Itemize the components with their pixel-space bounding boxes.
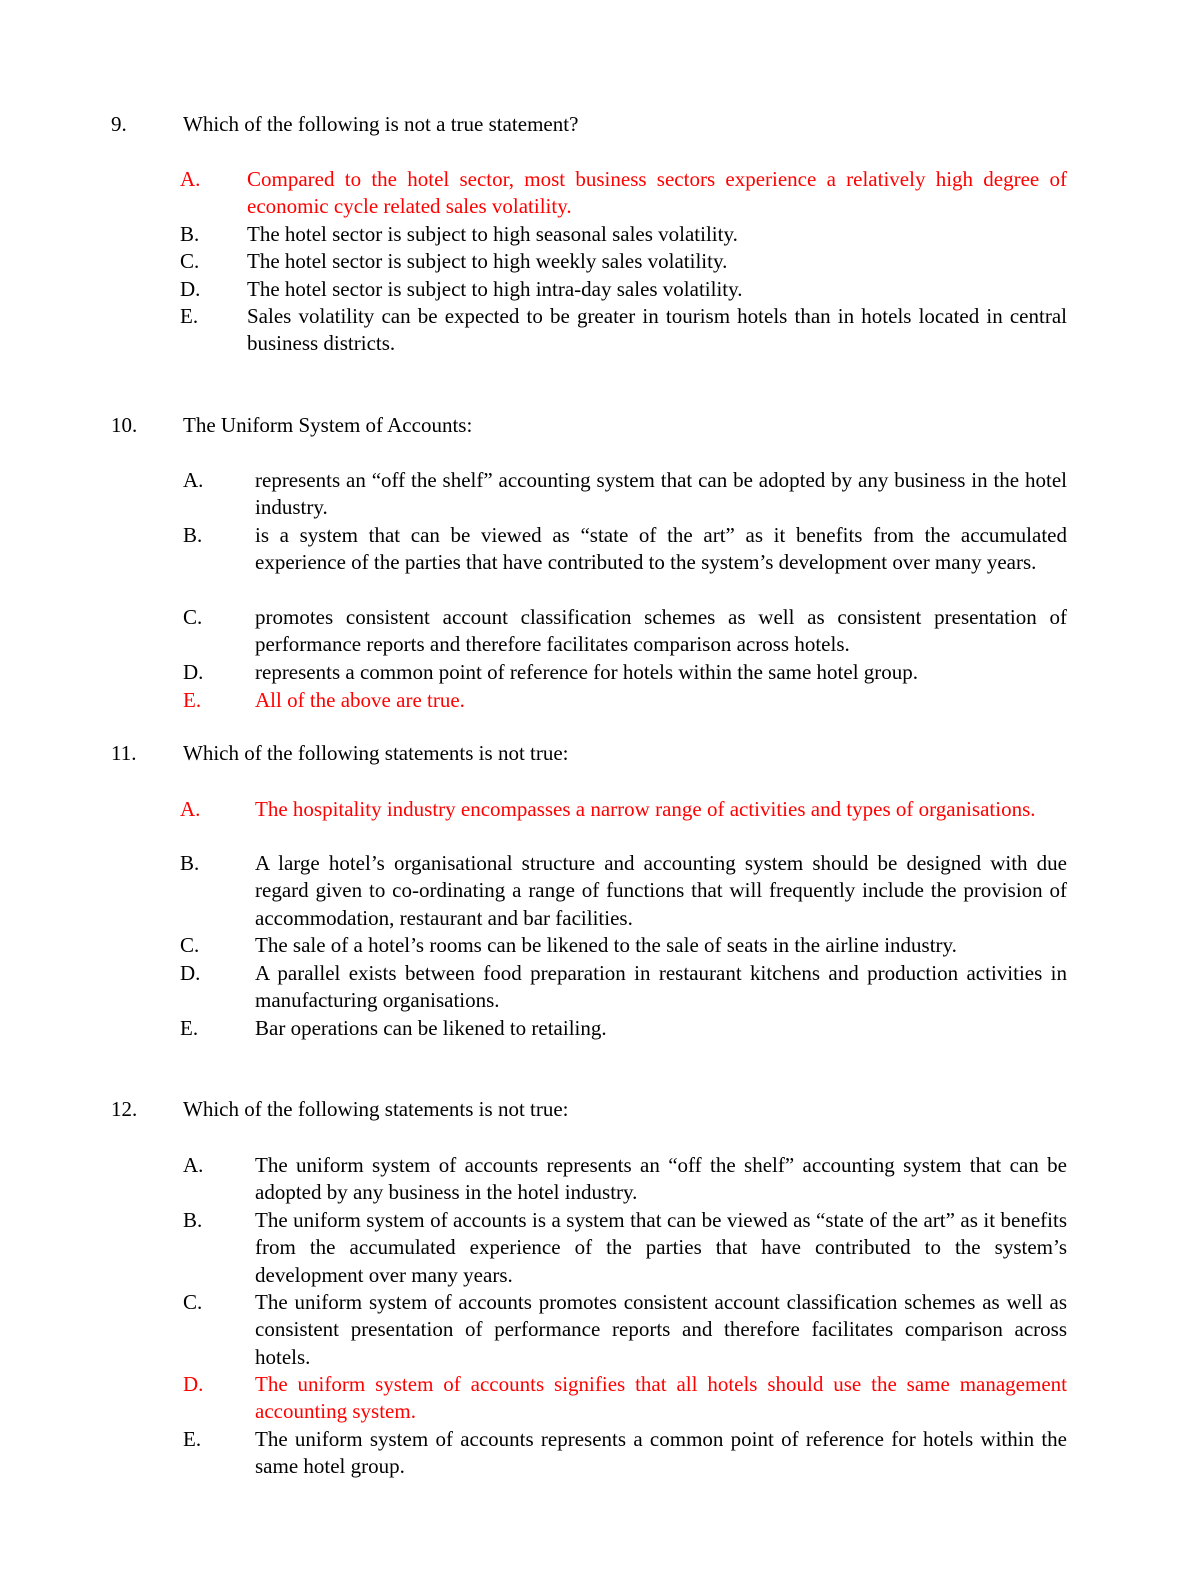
question-text: Which of the following statements is not true: <box>183 741 569 765</box>
option-text: The hotel sector is subject to high seasonal sales volatility. <box>247 222 738 246</box>
option-letter: A. <box>183 468 204 492</box>
question-9-header <box>0 112 1190 140</box>
option-letter: C. <box>180 249 200 273</box>
question-text: The Uniform System of Accounts: <box>183 413 473 437</box>
question-12-header <box>0 1097 1190 1125</box>
option-letter: E. <box>180 304 199 328</box>
question-number: 9. <box>111 112 127 136</box>
option-text: The uniform system of accounts is a system that can be viewed as “state of the art” as it benefits from the accumulated experience of the parties that have contributed to the system’s development over many years. <box>255 1208 1067 1287</box>
option-text: The uniform system of accounts represents a common point of reference for hotels within the same hotel group. <box>255 1427 1067 1479</box>
option-text: The uniform system of accounts represents an “off the shelf” accounting system that can be adopted by any business in the hotel industry. <box>255 1153 1067 1205</box>
option-text: The hospitality industry encompasses a narrow range of activities and types of organisations. <box>255 797 1036 821</box>
option-letter: B. <box>183 1208 203 1232</box>
option-letter: A. <box>180 167 201 191</box>
option-letter: D. <box>183 660 204 684</box>
question-11-header <box>0 741 1190 769</box>
option-letter: B. <box>183 523 203 547</box>
option-letter: E. <box>183 1427 202 1451</box>
option-text: The uniform system of accounts signifies that all hotels should use the same management accounting system. <box>255 1372 1067 1424</box>
question-number: 11. <box>111 741 137 765</box>
option-text: The hotel sector is subject to high weekly sales volatility. <box>247 249 728 273</box>
option-text: The sale of a hotel’s rooms can be likened to the sale of seats in the airline industry. <box>255 933 957 957</box>
option-text: A parallel exists between food preparation in restaurant kitchens and production activities in manufacturing organisations. <box>255 961 1067 1013</box>
option-letter: C. <box>183 605 203 629</box>
option-text: Compared to the hotel sector, most business sectors experience a relatively high degree of economic cycle related sales volatility. <box>247 167 1067 219</box>
option-text: represents a common point of reference for hotels within the same hotel group. <box>255 660 919 684</box>
option-letter: C. <box>180 933 200 957</box>
option-letter: E. <box>183 688 202 712</box>
option-text: is a system that can be viewed as “state of the art” as it benefits from the accumulated experience of the parties that have contributed to the system’s development over many years. <box>255 523 1067 575</box>
question-number: 10. <box>111 413 138 437</box>
option-letter: D. <box>183 1372 204 1396</box>
option-text: The uniform system of accounts promotes consistent account classification schemes as well as consistent presentation of performance reports and therefore facilitates comparison across hotels. <box>255 1290 1067 1369</box>
option-text: promotes consistent account classification schemes as well as consistent presentation of performance reports and therefore facilitates comparison across hotels. <box>255 605 1067 657</box>
option-letter: B. <box>180 222 200 246</box>
option-text: Sales volatility can be expected to be greater in tourism hotels than in hotels located in central business districts. <box>247 304 1067 356</box>
question-10-header <box>0 413 1190 441</box>
option-text: Bar operations can be likened to retailing. <box>255 1016 607 1040</box>
option-text: The hotel sector is subject to high intra-day sales volatility. <box>247 277 743 301</box>
option-letter: D. <box>180 961 201 985</box>
option-letter: D. <box>180 277 201 301</box>
question-text: Which of the following is not a true statement? <box>183 112 579 136</box>
option-letter: A. <box>183 1153 204 1177</box>
option-letter: E. <box>180 1016 199 1040</box>
option-text: represents an “off the shelf” accounting system that can be adopted by any business in the hotel industry. <box>255 468 1067 520</box>
option-letter: C. <box>183 1290 203 1314</box>
option-letter: A. <box>180 797 201 821</box>
question-number: 12. <box>111 1097 138 1121</box>
option-letter: B. <box>180 851 200 875</box>
option-text: A large hotel’s organisational structure and accounting system should be designed with due regard given to co-ordinating a range of functions that will frequently include the provision of accommodation, restaurant and bar facilities. <box>255 851 1067 930</box>
option-text: All of the above are true. <box>255 688 465 712</box>
question-text: Which of the following statements is not true: <box>183 1097 569 1121</box>
